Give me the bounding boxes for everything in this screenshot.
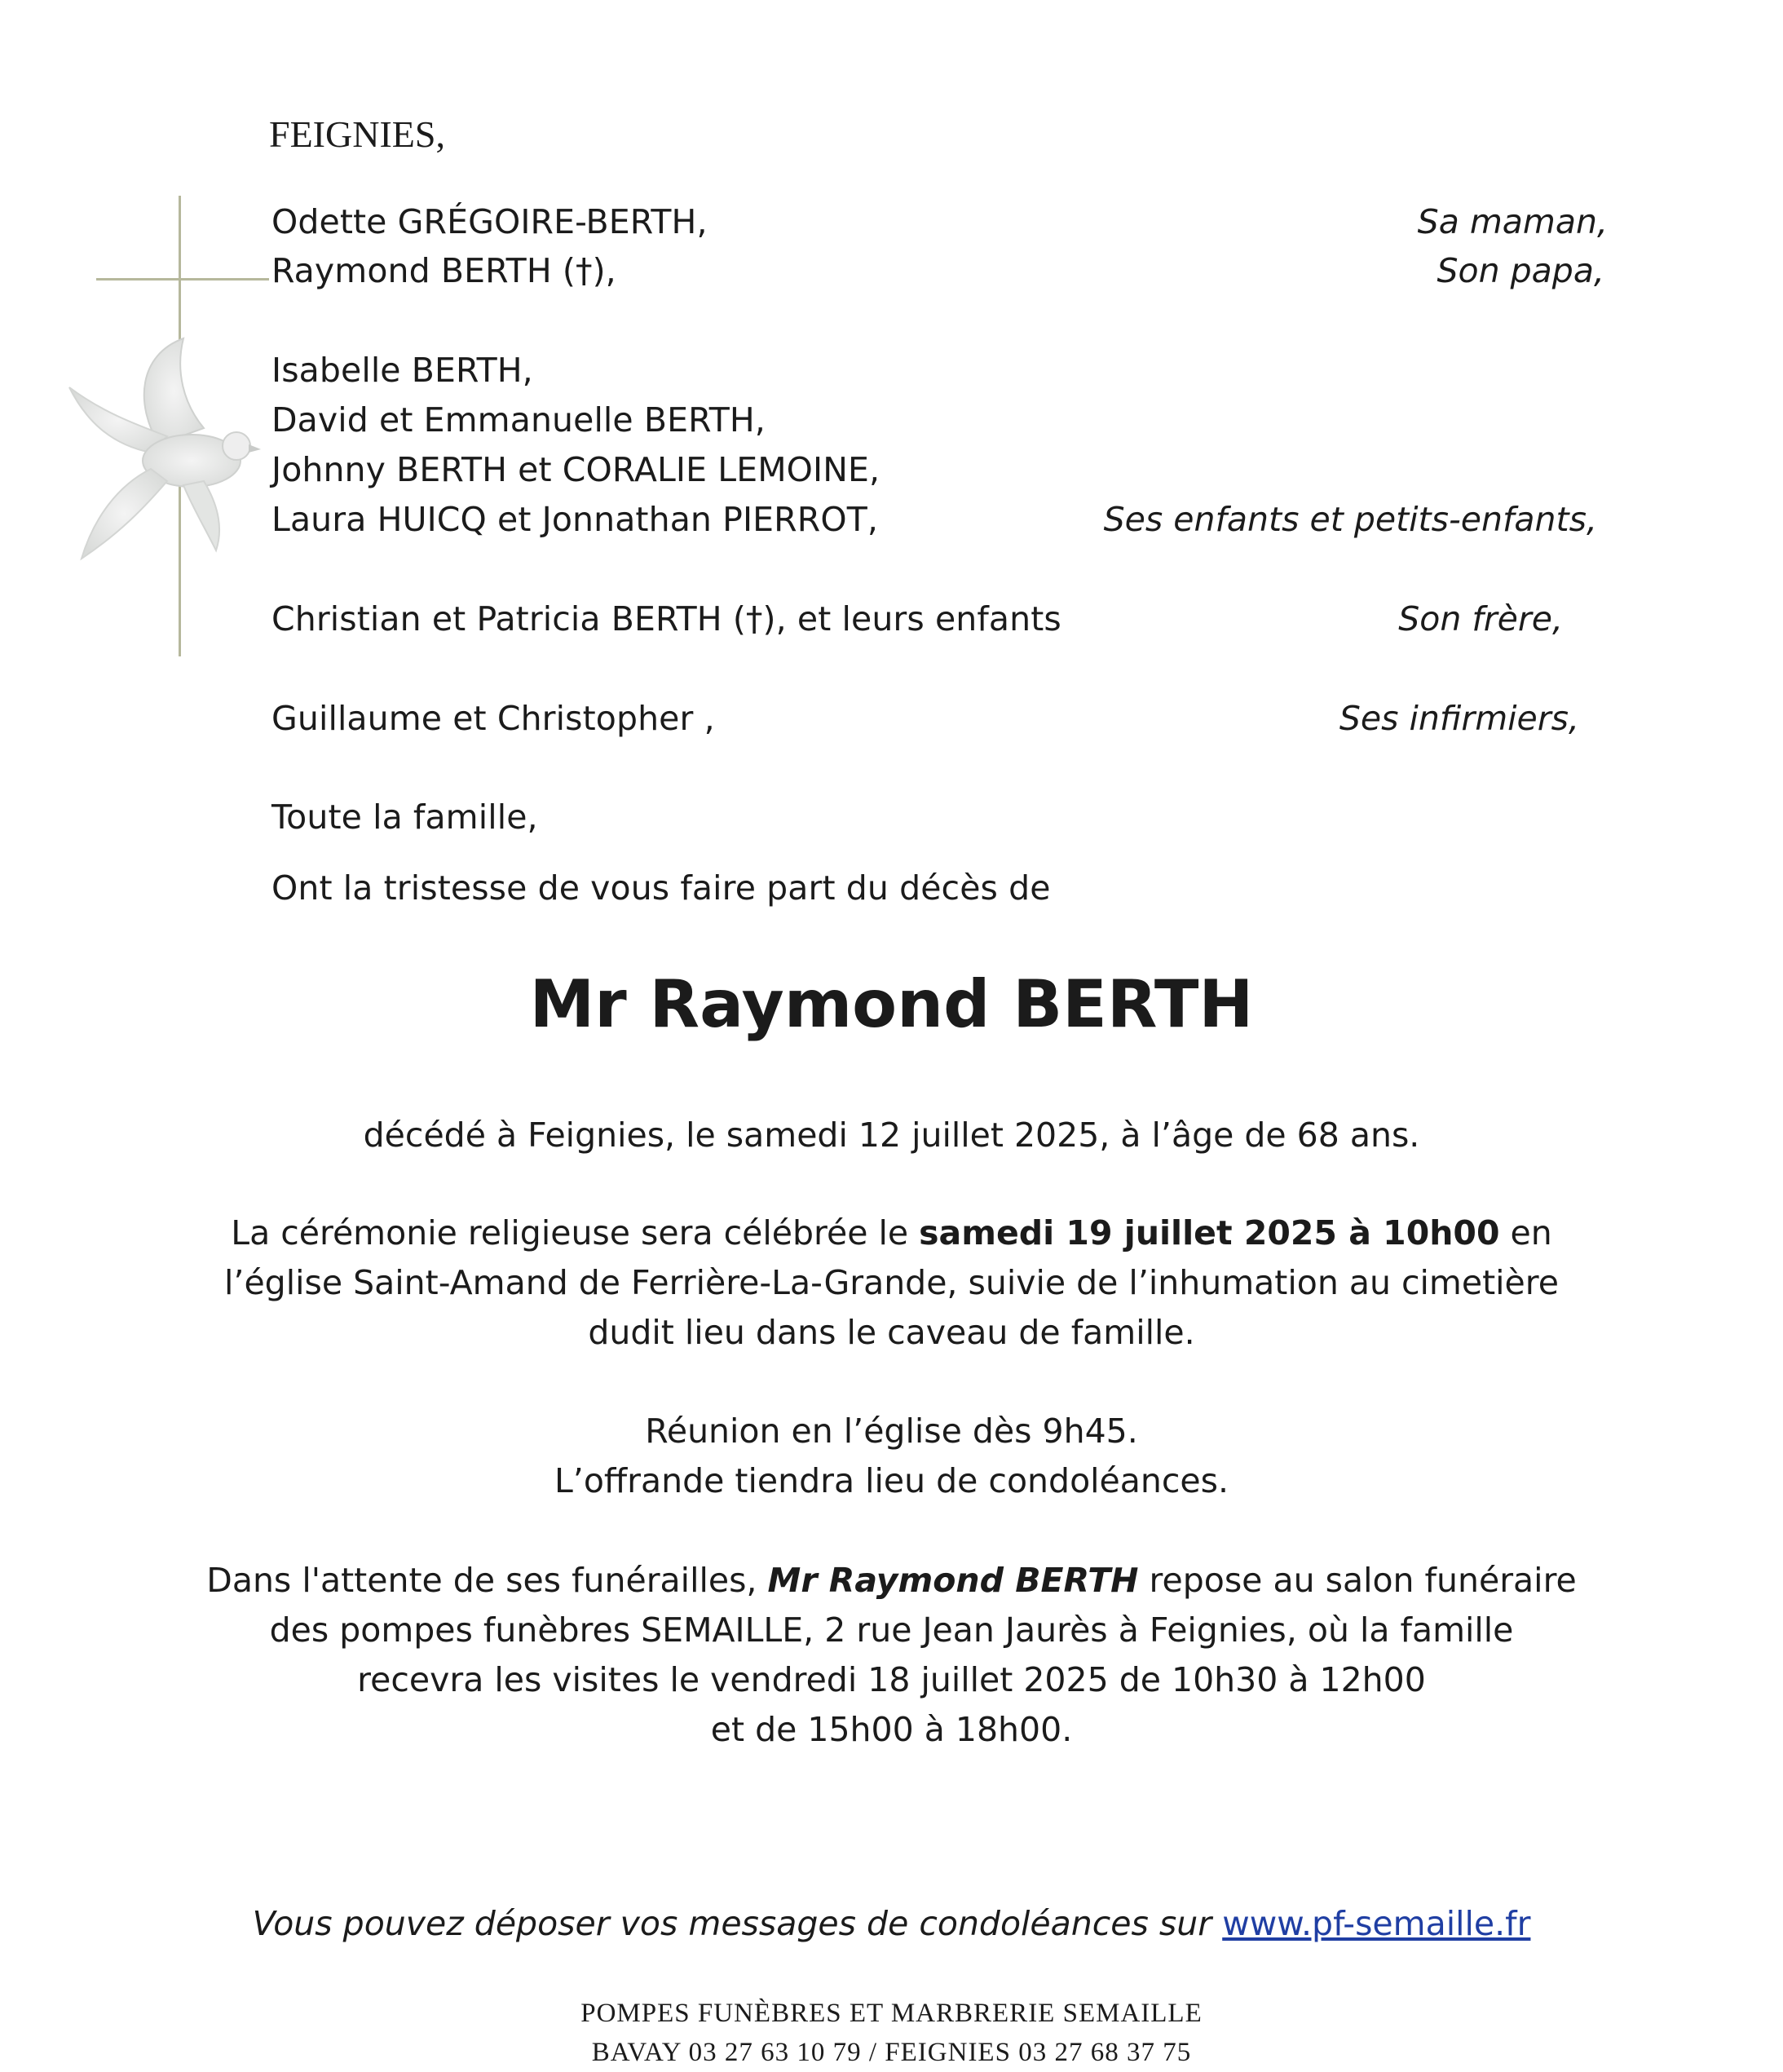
ceremony-date: samedi 19 juillet 2025 à 10h00 bbox=[919, 1213, 1500, 1252]
condolences-note bbox=[0, 1904, 1783, 1943]
funeral-home-footer bbox=[0, 1994, 1783, 2072]
town-heading: FEIGNIES, bbox=[269, 113, 445, 155]
reunion-time: Réunion en l’église dès 9h45. bbox=[645, 1412, 1138, 1451]
family-name: Raymond BERTH (†), bbox=[271, 251, 616, 290]
family-relation: Ses enfants et petits-enfants, bbox=[1103, 500, 1597, 539]
visit-location: des pompes funèbres SEMAILLE, 2 rue Jean Jaurès à Feignies, où la famille bbox=[269, 1610, 1514, 1650]
family-name: Laura HUICQ et Jonnathan PIERROT, bbox=[271, 500, 878, 539]
family-name: David et Emmanuelle BERTH, bbox=[271, 400, 766, 440]
death-details: décédé à Feignies, le samedi 12 juillet 2025, à l’âge de 68 ans. bbox=[363, 1116, 1420, 1155]
ceremony-intro-end: en bbox=[1510, 1213, 1552, 1252]
family-relation: Sa maman, bbox=[1417, 202, 1608, 241]
ceremony-intro: La cérémonie religieuse sera célébrée le bbox=[231, 1213, 909, 1252]
family-relation: Ses infirmiers, bbox=[1339, 699, 1579, 738]
offering-note: L’offrande tiendra lieu de condoléances. bbox=[554, 1461, 1229, 1500]
condolences-text: Vous pouvez déposer vos messages de condoléances sur bbox=[252, 1904, 1212, 1943]
funeral-home-phones: BAVAY 03 27 63 10 79 / FEIGNIES 03 27 68 37 75 bbox=[591, 2038, 1192, 2067]
visit-schedule: recevra les visites le vendredi 18 juillet 2025 de 10h30 à 12h00 bbox=[357, 1660, 1426, 1699]
family-name: Odette GRÉGOIRE-BERTH, bbox=[271, 202, 708, 241]
reunion-details bbox=[0, 1407, 1783, 1506]
ceremony-details bbox=[0, 1208, 1783, 1358]
visit-deceased-name: Mr Raymond BERTH bbox=[767, 1561, 1139, 1600]
deceased-name: Mr Raymond BERTH bbox=[529, 966, 1254, 1042]
family-name: Isabelle BERTH, bbox=[271, 351, 533, 390]
family-relation: Son frère, bbox=[1398, 599, 1563, 638]
cross-horizontal-bar bbox=[96, 278, 269, 281]
ceremony-location: l’église Saint-Amand de Ferrière-La-Grande, suivie de l’inhumation au cimetière bbox=[224, 1263, 1559, 1302]
funeral-home-name: POMPES FUNÈBRES ET MARBRERIE SEMAILLE bbox=[580, 1999, 1203, 2028]
visit-intro-end: repose au salon funéraire bbox=[1149, 1561, 1577, 1600]
family-name: Johnny BERTH et CORALIE LEMOINE, bbox=[271, 450, 880, 489]
visit-schedule-afternoon: et de 15h00 à 18h00. bbox=[710, 1710, 1073, 1749]
visit-intro: Dans l'attente de ses funérailles, bbox=[206, 1561, 757, 1600]
family-relation: Son papa, bbox=[1437, 251, 1604, 290]
condolences-link[interactable]: www.pf-semaille.fr bbox=[1222, 1904, 1531, 1943]
announcement-text: Ont la tristesse de vous faire part du décès de bbox=[271, 868, 1051, 908]
visit-details bbox=[0, 1556, 1783, 1755]
family-name: Guillaume et Christopher , bbox=[271, 699, 715, 738]
ceremony-burial: dudit lieu dans le caveau de famille. bbox=[588, 1313, 1195, 1352]
family-name: Toute la famille, bbox=[271, 797, 538, 837]
family-name: Christian et Patricia BERTH (†), et leurs enfants bbox=[271, 599, 1061, 638]
dove-icon bbox=[61, 322, 273, 567]
